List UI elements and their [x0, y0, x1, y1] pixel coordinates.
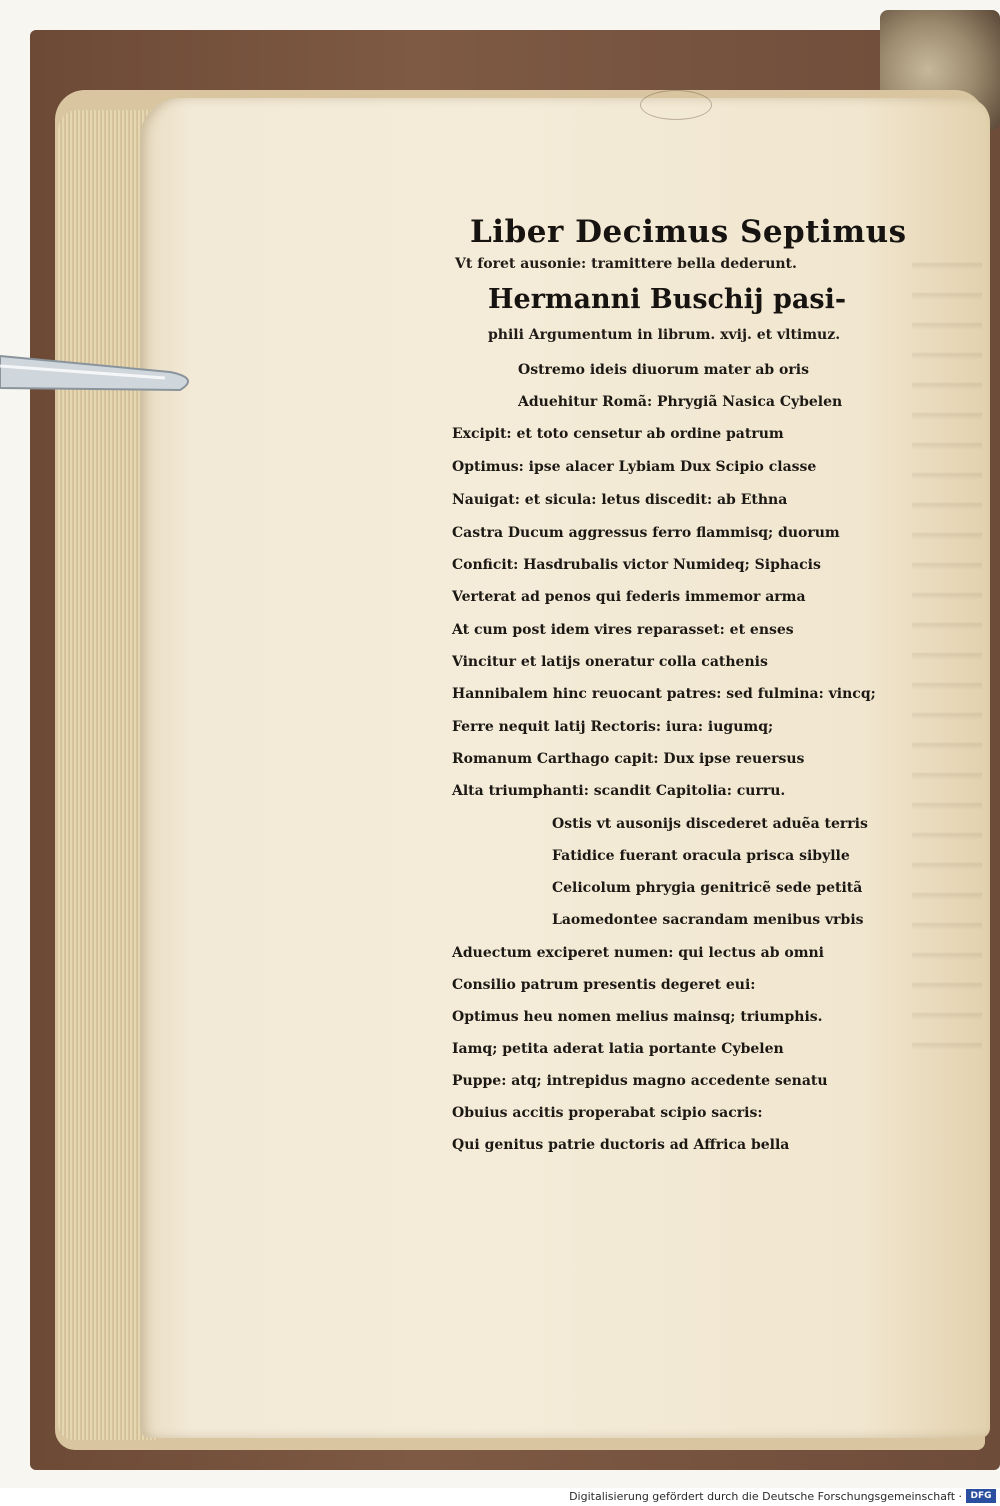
dfg-logo-icon: DFG	[966, 1489, 996, 1503]
title-subline: Vt foret ausonie: tramittere bella dederunt.	[455, 256, 797, 272]
text-line: Verterat ad penos qui federis immemor arma	[452, 589, 806, 605]
text-line: Ostis vt ausonijs discederet aduẽa terris	[552, 816, 868, 832]
text-line: Alta triumphanti: scandit Capitolia: curru.	[452, 783, 786, 799]
funding-credit: Digitalisierung gefördert durch die Deutsche Forschungsgemeinschaft ·	[569, 1490, 962, 1503]
text-line: Iamq; petita aderat latia portante Cybelen	[452, 1041, 784, 1057]
text-line: Aduectum exciperet numen: qui lectus ab omni	[452, 945, 825, 961]
text-line: At cum post idem vires reparasset: et enses	[452, 622, 794, 638]
section-heading: Hermanni Buschij pasi-	[488, 284, 847, 315]
text-line: Castra Ducum aggressus ferro flammisq; duorum	[452, 525, 840, 541]
show-through-text	[912, 240, 982, 1060]
text-line: Optimus: ipse alacer Lybiam Dux Scipio classe	[452, 459, 817, 475]
text-line: Ostremo ideis diuorum mater ab oris	[518, 362, 809, 378]
text-line: Qui genitus patrie ductoris ad Affrica bella	[452, 1137, 790, 1153]
text-line: Romanum Carthago capit: Dux ipse reuersus	[452, 751, 805, 767]
text-line: Ferre nequit latij Rectoris: iura: iugumq;	[452, 719, 774, 735]
text-line: Excipit: et toto censetur ab ordine patrum	[452, 426, 784, 442]
text-line: Vincitur et latijs oneratur colla cathenis	[452, 654, 768, 670]
text-line: Consilio patrum presentis degeret eui:	[452, 977, 756, 993]
text-line: Hannibalem hinc reuocant patres: sed fulmina: vincq;	[452, 686, 876, 702]
library-stamp-mark	[640, 90, 712, 120]
book-title: Liber Decimus Septimus	[470, 214, 907, 250]
text-line: Aduehitur Romã: Phrygiã Nasica Cybelen	[518, 394, 843, 410]
text-line: Nauigat: et sicula: letus discedit: ab Ethna	[452, 492, 788, 508]
text-line: Obuius accitis properabat scipio sacris:	[452, 1105, 763, 1121]
section-heading-subline: phili Argumentum in librum. xvij. et vltimuz.	[488, 327, 841, 343]
bookmark-strip	[0, 348, 200, 398]
text-line: Puppe: atq; intrepidus magno accedente senatu	[452, 1073, 828, 1089]
text-line: Fatidice fuerant oracula prisca sibylle	[552, 848, 850, 864]
text-line: Celicolum phrygia genitricẽ sede petitã	[552, 880, 863, 896]
text-line: Conficit: Hasdrubalis victor Numideq; Siphacis	[452, 557, 821, 573]
text-line: Laomedontee sacrandam menibus vrbis	[552, 912, 864, 928]
text-line: Optimus heu nomen melius mainsq; triumphis.	[452, 1009, 823, 1025]
